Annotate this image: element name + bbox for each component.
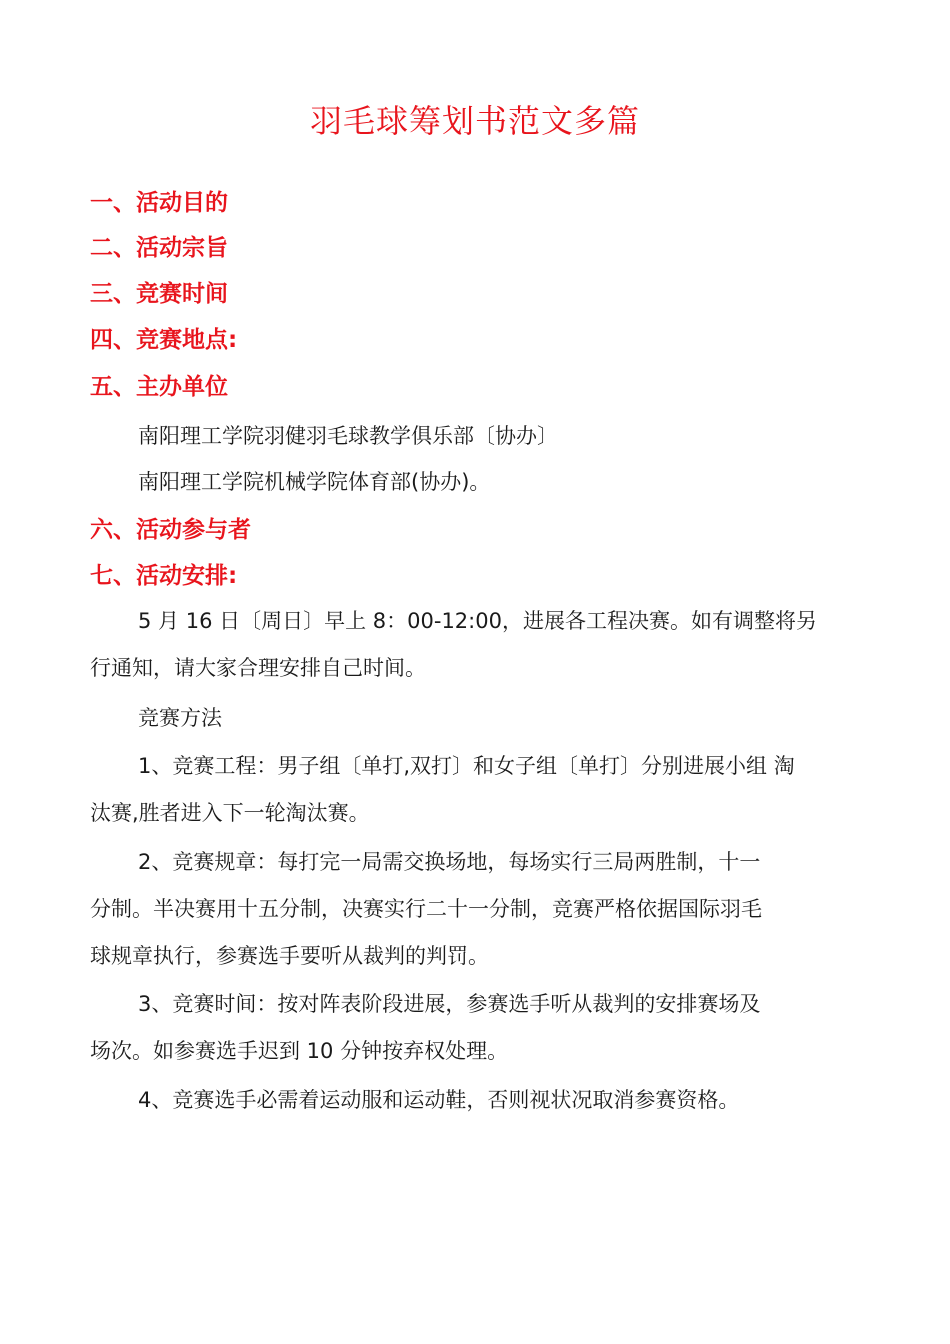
heading-participants: 六、活动参与者	[90, 517, 251, 543]
heading-activity-aim: 二、活动宗旨	[90, 235, 228, 261]
heading-activity-purpose: 一、活动目的	[90, 190, 228, 216]
organizer-line: 南阳理工学院机械学院体育部(协办)。	[138, 470, 491, 494]
rule-2-line: 2、竞赛规章：每打完一局需交换场地，每场实行三局两胜制，十一	[138, 850, 761, 874]
schedule-line: 行通知，请大家合理安排自己时间。	[90, 656, 426, 680]
rule-1-line: 1、竞赛工程：男子组〔单打,双打〕和女子组〔单打〕分别进展小组 淘	[138, 754, 795, 778]
heading-organizer: 五、主办单位	[90, 374, 228, 400]
method-title: 竞赛方法	[138, 706, 222, 730]
rule-1-line: 汰赛,胜者进入下一轮淘汰赛。	[90, 801, 370, 825]
schedule-line: 5 月 16 日〔周日〕早上 8：00-12:00，进展各工程决赛。如有调整将另	[138, 609, 817, 633]
rule-2-line: 球规章执行，参赛选手要听从裁判的判罚。	[90, 944, 489, 968]
document-title: 羽毛球筹划书范文多篇	[309, 102, 640, 140]
rule-3-line: 3、竞赛时间：按对阵表阶段进展，参赛选手听从裁判的安排赛场及	[138, 992, 761, 1016]
heading-competition-venue: 四、竞赛地点:	[90, 327, 238, 353]
heading-competition-time: 三、竞赛时间	[90, 281, 228, 307]
rule-2-line: 分制。半决赛用十五分制，决赛实行二十一分制，竞赛严格依据国际羽毛	[90, 897, 762, 921]
rule-3-line: 场次。如参赛选手迟到 10 分钟按弃权处理。	[90, 1039, 509, 1063]
heading-arrangement: 七、活动安排:	[90, 563, 238, 589]
rule-4-line: 4、竞赛选手必需着运动服和运动鞋，否则视状况取消参赛资格。	[138, 1088, 740, 1112]
organizer-line: 南阳理工学院羽健羽毛球教学俱乐部〔协办〕	[138, 424, 558, 448]
